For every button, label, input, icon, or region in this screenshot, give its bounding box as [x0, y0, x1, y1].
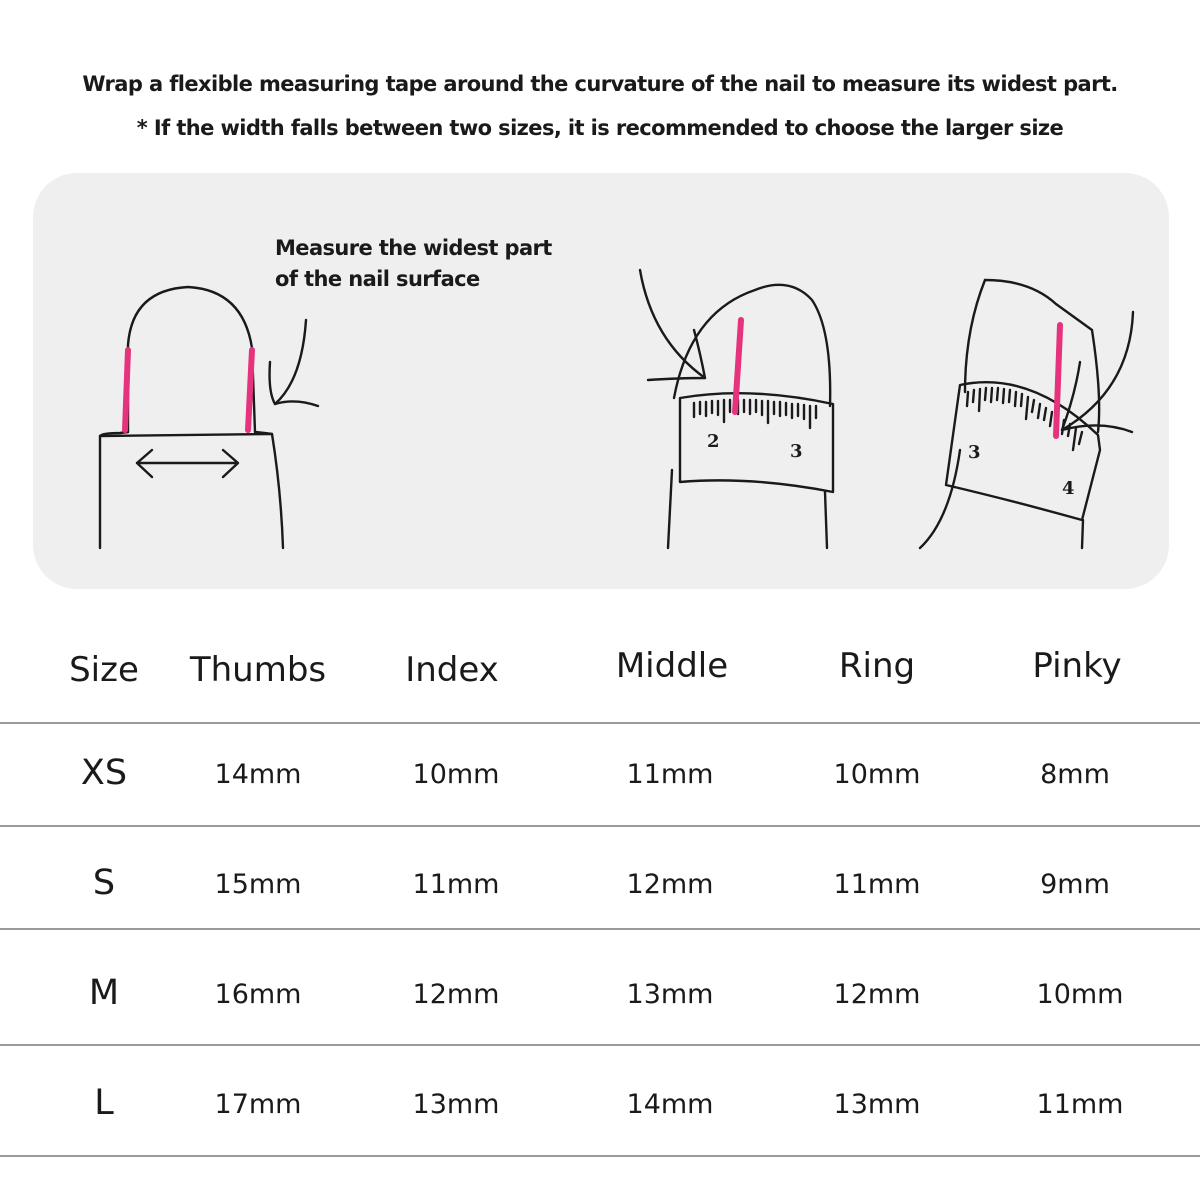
- size-label: XS: [80, 753, 128, 793]
- index-value: 12mm: [412, 979, 500, 1010]
- thumbs-value: 17mm: [214, 1089, 302, 1120]
- pinky-value: 10mm: [1036, 979, 1124, 1010]
- middle-value: 14mm: [626, 1089, 714, 1120]
- size-label: L: [94, 1083, 114, 1123]
- pinky-value: 9mm: [1040, 869, 1110, 900]
- pinky-value: 8mm: [1040, 759, 1110, 790]
- table-row: [0, 725, 1200, 828]
- callout-line-1: Measure the widest part: [275, 236, 552, 260]
- tape-number: 4: [1062, 478, 1075, 499]
- middle-value: 13mm: [626, 979, 714, 1010]
- table-divider: [0, 1155, 1200, 1157]
- ring-value: 12mm: [833, 979, 921, 1010]
- right-width-mark: [248, 350, 252, 430]
- index-value: 10mm: [412, 759, 500, 790]
- measurement-marks: [125, 320, 1060, 436]
- index-value: 11mm: [412, 869, 500, 900]
- table-divider: [0, 928, 1200, 930]
- thumbs-value: 16mm: [214, 979, 302, 1010]
- ring-value: 10mm: [833, 759, 921, 790]
- header-size: Size: [69, 650, 139, 690]
- table-divider: [0, 1044, 1200, 1046]
- table-row: [0, 835, 1200, 938]
- middle-value: 12mm: [626, 869, 714, 900]
- header-ring: Ring: [838, 646, 916, 686]
- table-row: [0, 1055, 1200, 1158]
- callout-line-2: of the nail surface: [275, 267, 480, 291]
- ring-value: 11mm: [833, 869, 921, 900]
- measure-callout: [275, 233, 552, 295]
- header-index: Index: [405, 650, 499, 690]
- ring-value: 13mm: [833, 1089, 921, 1120]
- instruction-note: * If the width falls between two sizes, it is recommended to choose the larger size: [136, 116, 1064, 140]
- tape-number: 3: [968, 442, 981, 463]
- pinky-value: 11mm: [1036, 1089, 1124, 1120]
- middle-value: 11mm: [626, 759, 714, 790]
- thumbs-value: 15mm: [214, 869, 302, 900]
- header-middle: Middle: [615, 646, 729, 686]
- table-divider: [0, 722, 1200, 724]
- size-label: M: [88, 973, 120, 1013]
- ring-finger-tape-drawing: [920, 280, 1133, 548]
- tape-number: 3: [790, 441, 803, 462]
- instruction-line-1: Wrap a flexible measuring tape around the curvature of the nail to measure its widest part.: [82, 72, 1118, 96]
- left-width-mark: [125, 350, 128, 430]
- size-label: S: [92, 863, 116, 903]
- header-pinky: Pinky: [1032, 646, 1122, 686]
- table-row: [0, 945, 1200, 1048]
- front-nail-drawing: [100, 287, 318, 548]
- header-thumbs: Thumbs: [189, 650, 327, 690]
- thumbs-value: 14mm: [214, 759, 302, 790]
- table-divider: [0, 825, 1200, 827]
- middle-tape-mark: [735, 320, 741, 412]
- index-value: 13mm: [412, 1089, 500, 1120]
- ring-tape-mark: [1056, 325, 1060, 436]
- tape-number: 2: [707, 431, 720, 452]
